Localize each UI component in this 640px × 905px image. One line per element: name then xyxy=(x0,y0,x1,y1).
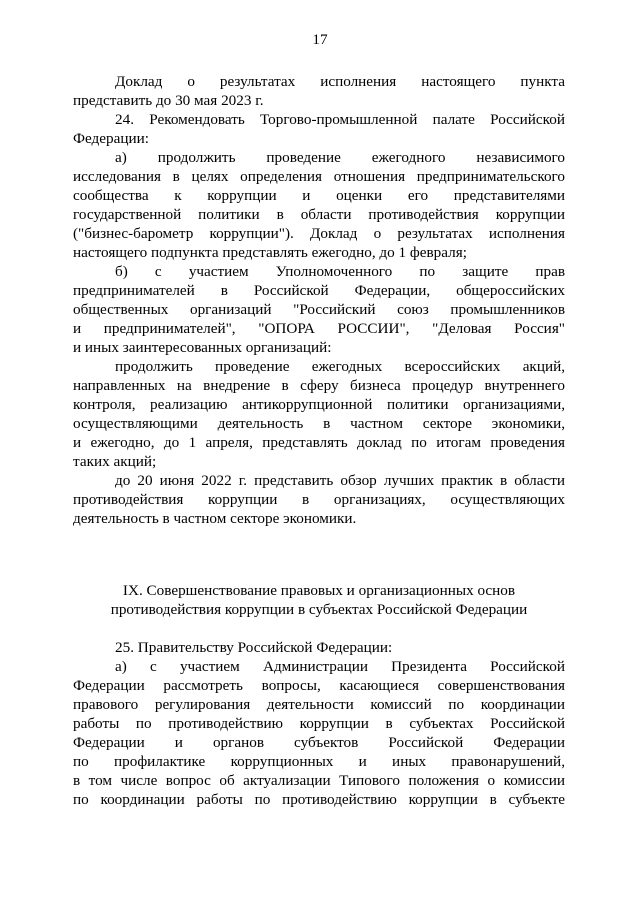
paragraph-24-title xyxy=(73,110,565,148)
text-line: до 20 июня 2022 г. представить обзор лучших практик в области xyxy=(115,472,565,489)
text-line: общественных организаций "Российский союз промышленников xyxy=(73,301,565,318)
text-line: Федерации рассмотреть вопросы, касающиеся совершенствования xyxy=(73,677,565,694)
text-line: б) с участием Уполномоченного по защите прав xyxy=(115,263,565,280)
paragraph-24b xyxy=(73,262,565,357)
text-line: направленных на внедрение в сферу бизнеса процедур внутреннего xyxy=(73,377,565,394)
text-line: по координации работы по противодействию коррупции в субъекте xyxy=(73,791,565,808)
text-line: государственной политики в области противодействия коррупции xyxy=(73,206,565,223)
text-line: деятельность в частном секторе экономики. xyxy=(73,510,357,527)
text-line: и предпринимателей", "ОПОРА РОССИИ", "Деловая Россия" xyxy=(73,320,565,337)
document-body xyxy=(73,72,565,809)
text-line: и иных заинтересованных организаций: xyxy=(73,339,332,356)
paragraph-25-title xyxy=(73,638,565,657)
text-line: Федерации и органов субъектов Российской Федерации xyxy=(73,734,565,751)
page-number: 17 xyxy=(312,31,328,48)
paragraph-25a xyxy=(73,657,565,809)
text-line: исследования в целях определения отношения предпринимательского xyxy=(73,168,565,185)
heading-line: IX. Совершенствование правовых и организационных основ xyxy=(122,582,516,599)
text-line: представить до 30 мая 2023 г. xyxy=(73,92,264,109)
text-line: а) продолжить проведение ежегодного независимого xyxy=(115,149,565,166)
paragraph-24a xyxy=(73,148,565,262)
text-line: 25. Правительству Российской Федерации: xyxy=(115,639,393,656)
text-line: контроля, реализацию антикоррупционной политики организациями, xyxy=(73,396,565,413)
text-line: работы по противодействию коррупции в субъектах Российской xyxy=(73,715,565,732)
text-line: таких акций; xyxy=(73,453,157,470)
text-line: противодействия коррупции в организациях, осуществляющих xyxy=(73,491,565,508)
section-spacer xyxy=(73,528,565,581)
heading-line: противодействия коррупции в субъектах Российской Федерации xyxy=(110,601,528,618)
text-line: Доклад о результатах исполнения настоящего пункта xyxy=(115,73,565,90)
text-line: правового регулирования деятельности комиссий по координации xyxy=(73,696,565,713)
paragraph-24b-review xyxy=(73,471,565,528)
text-line: Федерации: xyxy=(73,130,149,147)
heading-spacer xyxy=(73,619,565,638)
text-line: предпринимателей в Российской Федерации, общероссийских xyxy=(73,282,565,299)
text-line: осуществляющими деятельность в частном секторе экономики, xyxy=(73,415,565,432)
text-line: настоящего подпункта представлять ежегодно, до 1 февраля; xyxy=(73,244,467,261)
text-line: ("бизнес-барометр коррупции"). Доклад о результатах исполнения xyxy=(73,225,565,242)
text-line: сообщества к коррупции и оценки его представителями xyxy=(73,187,565,204)
text-line: продолжить проведение ежегодных всероссийских акций, xyxy=(115,358,565,375)
paragraph-report-deadline xyxy=(73,72,565,110)
text-line: а) с участием Администрации Президента Российской xyxy=(115,658,565,675)
text-line: и ежегодно, до 1 апреля, представлять доклад по итогам проведения xyxy=(73,434,565,451)
section-heading xyxy=(73,581,565,619)
text-line: в том числе вопрос об актуализации Типового положения о комиссии xyxy=(73,772,565,789)
text-line: 24. Рекомендовать Торгово-промышленной палате Российской xyxy=(115,111,565,128)
paragraph-24b-actions xyxy=(73,357,565,471)
text-line: по профилактике коррупционных и иных правонарушений, xyxy=(73,753,565,770)
